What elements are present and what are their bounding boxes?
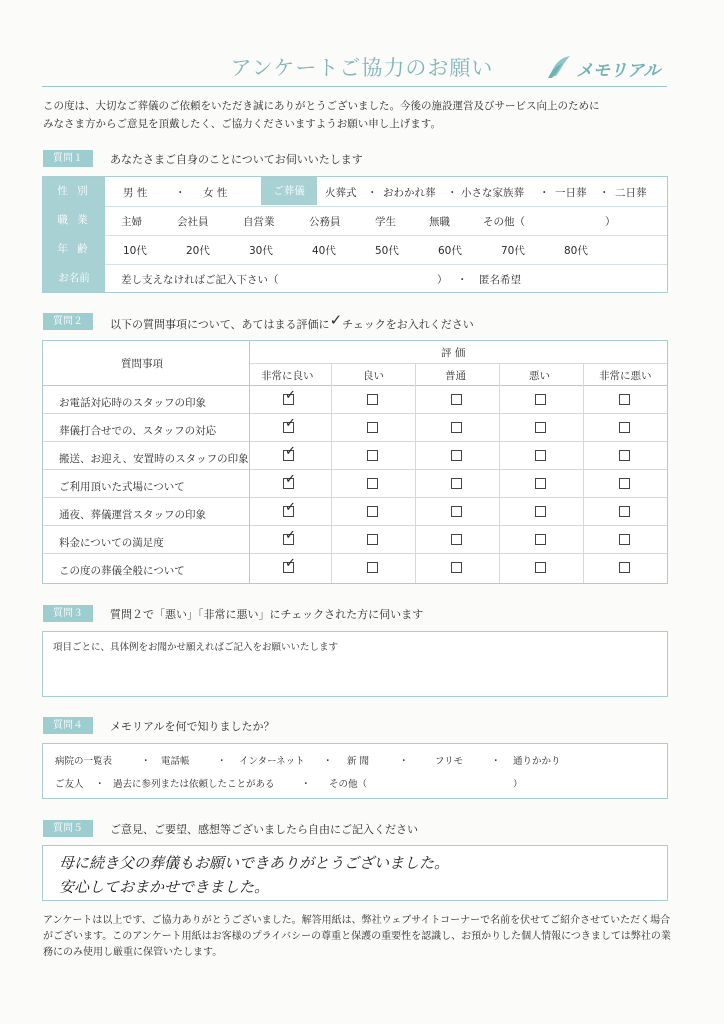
- header-item: 質問事項: [121, 358, 163, 370]
- option-past-attendance[interactable]: 過去に参列または依頼したことがある: [113, 779, 275, 790]
- option-job[interactable]: 公務員: [309, 216, 341, 228]
- rating-checkbox[interactable]: [535, 506, 546, 517]
- option-job[interactable]: 自営業: [243, 216, 275, 228]
- checkmark-icon: ✓: [285, 528, 296, 543]
- rating-checkbox[interactable]: [535, 562, 546, 573]
- q2-badge: 質問２: [43, 313, 93, 330]
- item-label: 搬送、お迎え、安置時のスタッフの印象: [59, 453, 249, 465]
- option-hospital-list[interactable]: 病院の一覧表: [55, 756, 113, 767]
- option-job[interactable]: 無職: [429, 216, 450, 228]
- rating-checkbox[interactable]: [451, 534, 462, 545]
- rating-checkbox[interactable]: [451, 478, 462, 489]
- rating-checkbox[interactable]: [283, 388, 296, 405]
- rating-checkbox[interactable]: [283, 528, 296, 545]
- divider: [43, 469, 667, 470]
- rating-checkbox[interactable]: [619, 562, 630, 573]
- q1-text: あなたさまご自身のことについてお伺いいたします: [110, 153, 363, 166]
- label-name: お名前: [43, 264, 105, 292]
- separator: ・: [599, 187, 610, 199]
- divider: [331, 363, 332, 583]
- row-gender: [43, 177, 667, 207]
- label-age: 年 齢: [43, 235, 105, 264]
- rating-checkbox[interactable]: [535, 394, 546, 405]
- option-male[interactable]: 男 性: [123, 187, 148, 199]
- rating-checkbox[interactable]: [367, 506, 378, 517]
- checkmark-icon: ✓: [285, 444, 296, 459]
- q1-badge: 質問１: [43, 150, 93, 167]
- divider: [583, 363, 584, 583]
- separator: ・: [141, 756, 151, 767]
- q5-badge: 質問５: [43, 820, 93, 837]
- col-very-bad: 非常に悪い: [599, 370, 652, 382]
- option-age[interactable]: 80代: [564, 245, 588, 257]
- separator: ・: [175, 187, 186, 199]
- handwritten-line: 安心しておまかせできました。: [59, 878, 270, 896]
- divider: [43, 441, 667, 442]
- row-name: [43, 264, 667, 292]
- rating-checkbox[interactable]: [535, 478, 546, 489]
- rating-checkbox[interactable]: [619, 422, 630, 433]
- intro-text: [43, 97, 683, 133]
- separator: ・: [447, 187, 458, 199]
- option-job[interactable]: 学生: [375, 216, 396, 228]
- separator: ・: [399, 756, 409, 767]
- separator: ・: [367, 187, 378, 199]
- q3-answer-box[interactable]: [42, 631, 668, 697]
- separator: ・: [95, 779, 105, 790]
- rating-checkbox[interactable]: [451, 450, 462, 461]
- option-female[interactable]: 女 性: [203, 187, 228, 199]
- divider: [43, 525, 667, 526]
- row-age: [43, 235, 667, 265]
- paren-close: ）: [513, 779, 523, 790]
- option-age[interactable]: 20代: [186, 245, 210, 257]
- option-job-other[interactable]: その他（: [483, 216, 525, 228]
- logo-leaf-icon: [546, 54, 574, 80]
- separator: ・: [457, 274, 468, 286]
- rating-checkbox[interactable]: [367, 562, 378, 573]
- q1-table: [42, 176, 668, 293]
- q4-text: メモリアルを何で知りましたか？: [110, 720, 275, 733]
- option-other[interactable]: その他（: [329, 779, 368, 790]
- rating-checkbox[interactable]: [283, 500, 296, 517]
- checkmark-icon: ✓: [329, 311, 343, 329]
- rating-checkbox[interactable]: [451, 506, 462, 517]
- item-label: ご利用頂いた式場について: [59, 481, 185, 493]
- q5-text: ご意見、ご要望、感想等ございましたら自由にご記入ください: [110, 823, 418, 836]
- option-furimo[interactable]: フリモ: [435, 756, 464, 767]
- rating-checkbox[interactable]: [535, 450, 546, 461]
- option-internet[interactable]: インターネット: [239, 756, 305, 767]
- divider: [43, 497, 667, 498]
- rating-checkbox[interactable]: [535, 422, 546, 433]
- divider: [415, 363, 416, 583]
- footer-line: アンケートは以上です、ご協力ありがとうございました。解答用紙は、弊社ウェブサイトコーナーで名前を伏せてご紹介させていただく場合: [43, 915, 671, 926]
- divider: [249, 341, 250, 583]
- label-job: 職 業: [43, 206, 105, 235]
- option-job[interactable]: 主婦: [121, 216, 142, 228]
- option-ichinichi[interactable]: 一日葬: [555, 187, 587, 199]
- q4-badge: 質問４: [43, 717, 93, 734]
- option-futsuka[interactable]: 二日葬: [615, 187, 647, 199]
- divider: [43, 413, 667, 414]
- divider: [43, 553, 667, 554]
- separator: ・: [217, 756, 227, 767]
- name-prompt[interactable]: 差し支えなければご記入下さい（: [121, 274, 279, 286]
- q2-text-part: 以下の質問事項について、あてはまる評価に: [110, 318, 330, 331]
- divider: [499, 363, 500, 583]
- rating-checkbox[interactable]: [451, 394, 462, 405]
- rating-checkbox[interactable]: [367, 422, 378, 433]
- divider: [43, 385, 667, 386]
- intro-line: この度は、大切なご葬儀のご依頼をいただき誠にありがとうございました。今後の施設運営及びサービス向上のために: [43, 100, 600, 112]
- q4-options-box: [42, 743, 668, 799]
- rating-checkbox[interactable]: [367, 478, 378, 489]
- q2-text-part: チェックをお入れください: [342, 318, 474, 331]
- separator: ・: [491, 756, 501, 767]
- q3-badge: 質問３: [43, 605, 93, 622]
- footer-line: 務にのみ使用し厳重に保管いたします。: [43, 947, 223, 958]
- rating-checkbox[interactable]: [367, 534, 378, 545]
- checkmark-icon: ✓: [285, 416, 296, 431]
- item-label: 通夜、葬儀運営スタッフの印象: [59, 509, 206, 521]
- paren-close: ）: [605, 216, 616, 228]
- rating-checkbox[interactable]: [367, 394, 378, 405]
- rating-checkbox[interactable]: [619, 506, 630, 517]
- rating-checkbox[interactable]: [451, 562, 462, 573]
- item-label: 料金についての満足度: [59, 537, 164, 549]
- option-friend[interactable]: ご友人: [55, 779, 84, 790]
- col-bad: 悪い: [529, 370, 550, 382]
- option-phonebook[interactable]: 電話帳: [161, 756, 190, 767]
- rating-checkbox[interactable]: [451, 422, 462, 433]
- col-good: 良い: [363, 370, 384, 382]
- footer-note: [43, 913, 683, 961]
- row-job: [43, 206, 667, 236]
- separator: ・: [323, 756, 333, 767]
- divider: [249, 363, 667, 364]
- rating-checkbox[interactable]: [619, 534, 630, 545]
- paren-close: ）: [437, 274, 448, 286]
- rating-checkbox[interactable]: [367, 450, 378, 461]
- option-anonymous[interactable]: 匿名希望: [479, 274, 521, 286]
- separator: ・: [539, 187, 550, 199]
- handwritten-line: 母に続き父の葬儀もお願いできありがとうございました。: [59, 854, 450, 872]
- option-age[interactable]: 70代: [501, 245, 525, 257]
- header-eval: 評 価: [441, 347, 466, 359]
- item-label: この度の葬儀全般について: [59, 565, 185, 577]
- option-age[interactable]: 30代: [249, 245, 273, 257]
- checkmark-icon: ✓: [285, 388, 296, 403]
- q3-text: 質問２で「悪い」「非常に悪い」にチェックされた方に伺います: [110, 608, 424, 621]
- col-normal: 普通: [445, 370, 466, 382]
- option-age[interactable]: 60代: [438, 245, 462, 257]
- footer-line: がございます。このアンケート用紙はお客様のプライバシーの尊重と保護の重要性を認識し、お預かりした個人情報につきましては弊社の業: [43, 931, 671, 942]
- rating-checkbox[interactable]: [535, 534, 546, 545]
- q2-table: [42, 340, 668, 584]
- rating-checkbox[interactable]: [283, 416, 296, 433]
- col-very-good: 非常に良い: [261, 370, 314, 382]
- title-rule: [42, 86, 667, 87]
- logo: [546, 54, 666, 82]
- option-passing[interactable]: 通りかかり: [513, 756, 561, 767]
- logo-text: メモリアル: [576, 61, 661, 81]
- label-gender: 性 別: [43, 177, 105, 206]
- option-owakaresou[interactable]: おわかれ葬: [383, 187, 436, 199]
- option-small-family[interactable]: 小さな家族葬: [461, 187, 524, 199]
- rating-checkbox[interactable]: [619, 394, 630, 405]
- label-funeral-type: ご葬儀: [261, 177, 317, 205]
- item-label: お電話対応時のスタッフの印象: [59, 397, 206, 409]
- item-label: 葬儀打合せでの、スタッフの対応: [59, 425, 217, 437]
- option-job[interactable]: 会社員: [177, 216, 209, 228]
- checkmark-icon: ✓: [285, 556, 296, 571]
- separator: ・: [301, 779, 311, 790]
- q3-box-hint: 項目ごとに、具体例をお聞かせ願えればご記入をお願いいたします: [53, 642, 339, 653]
- option-age[interactable]: 40代: [312, 245, 336, 257]
- rating-checkbox[interactable]: [619, 450, 630, 461]
- q5-answer-box[interactable]: [42, 845, 668, 901]
- rating-checkbox[interactable]: [283, 472, 296, 489]
- checkmark-icon: ✓: [285, 472, 296, 487]
- q2-text: [110, 311, 474, 332]
- option-kasoushiki[interactable]: 火葬式: [325, 187, 357, 199]
- option-newspaper[interactable]: 新 聞: [347, 756, 370, 767]
- page-title: アンケートご協力のお願い: [230, 56, 494, 80]
- checkmark-icon: ✓: [285, 500, 296, 515]
- intro-line: みなさま方からご意見を頂戴したく、ご協力くださいますようお願い申し上げます。: [43, 118, 441, 130]
- rating-checkbox[interactable]: [619, 478, 630, 489]
- rating-checkbox[interactable]: [283, 556, 296, 573]
- option-age[interactable]: 50代: [375, 245, 399, 257]
- option-age[interactable]: 10代: [123, 245, 147, 257]
- rating-checkbox[interactable]: [283, 444, 296, 461]
